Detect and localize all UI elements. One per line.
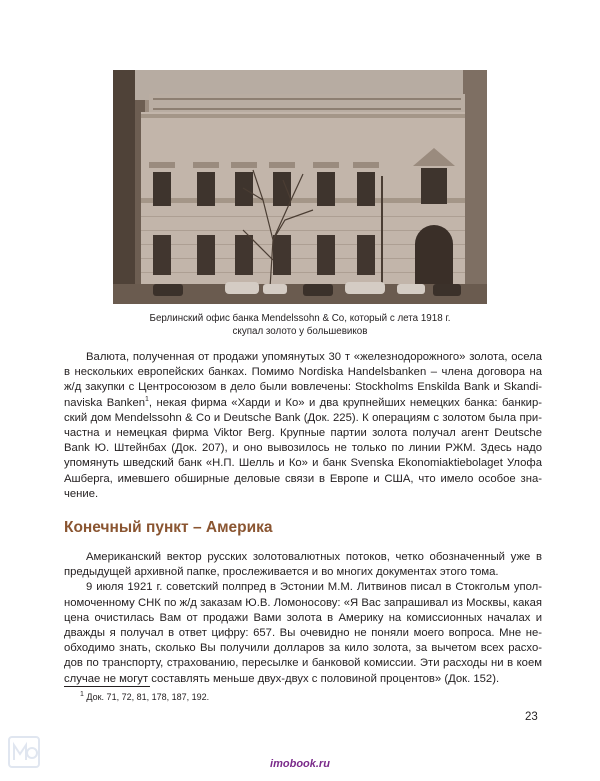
paragraph-gold-banks xyxy=(64,350,542,502)
paragraph xyxy=(64,350,542,502)
caption-line: Берлинский офис банка Mendelssohn & Co, который с лета 1918 г. xyxy=(149,313,451,324)
footnote-text: Док. 71, 72, 81, 178, 187, 192. xyxy=(86,692,210,702)
footer-link[interactable]: imobook.ru xyxy=(270,758,330,770)
footnote-divider xyxy=(64,686,150,687)
section-heading: Конечный пункт – Америка xyxy=(64,519,273,536)
page-number: 23 xyxy=(525,711,538,723)
paragraph: Американский вектор русских золотовалютных потоков, четко обозначенный уже в предыдущей архивной папке, прослеживается и во многих документах этого тома. xyxy=(64,551,542,579)
building-illustration xyxy=(113,70,487,304)
figure-caption xyxy=(60,312,540,338)
paragraph-text: , некая фирма «Харди и Ко» и два крупнейших немецких банка: банкирский дом Mendelssohn & Co и Deutsche Bank (Док. 225). К операциям с золотом была причастна и немецкая фирма Viktor Berg. Крупные партии золота получал агент Deutsche Bank Ю. Штейнбах (Док. 207), и оно вывозилось не только по линии РЖМ. Здесь надо упомянуть шведский банк «Н.П. Шелль и Ко» и банк Svenska Ekonomiaktiebolaget Улофа Ашберга, имевшего обширные деловые связи в Европе и США, что имело особое значение. xyxy=(64,396,542,500)
caption-line: скупал золото у большевиков xyxy=(232,326,368,337)
footnote xyxy=(80,691,209,703)
footnote-number: 1 xyxy=(80,691,84,698)
footnote-reference: 1 xyxy=(145,395,149,403)
building-photo xyxy=(113,70,487,304)
paragraph: 9 июля 1921 г. советский полпред в Эстонии М.М. Литвинов писал в Стокгольм уполномоченному СНК по ж/д заказам Ю.В. Ломоносову: «Я Вас запрашивал из Москвы, какая цена очистилась Вам от продажи Вами золота в Америку на комиссионных началах и дважды я получал в ответ цифру: 657. Вы очевидно не поняли моего вопроса. Мне необходимо знать, сколько Вы получили долларов за кило золота, за вычетом всех расходов по транспорту, страхованию, пересылке и банковой комиссии. Эти расходы ни в коем случае не могут составлять меньше двух-двух с половиной процентов» (Док. 152). xyxy=(64,581,542,685)
paragraph-text: Валюта, полученная от продажи упомянутых 30 т «железнодорожного» золота, осела в нескольких европейских банках. Помимо Nordiska Handelsbanken – члена договора на ж/д закупки с Центросоюзом в дело были вовлечены: Stockholms Enskilda Bank и Skandinaviska Banken xyxy=(64,351,542,409)
section-body xyxy=(64,550,542,687)
